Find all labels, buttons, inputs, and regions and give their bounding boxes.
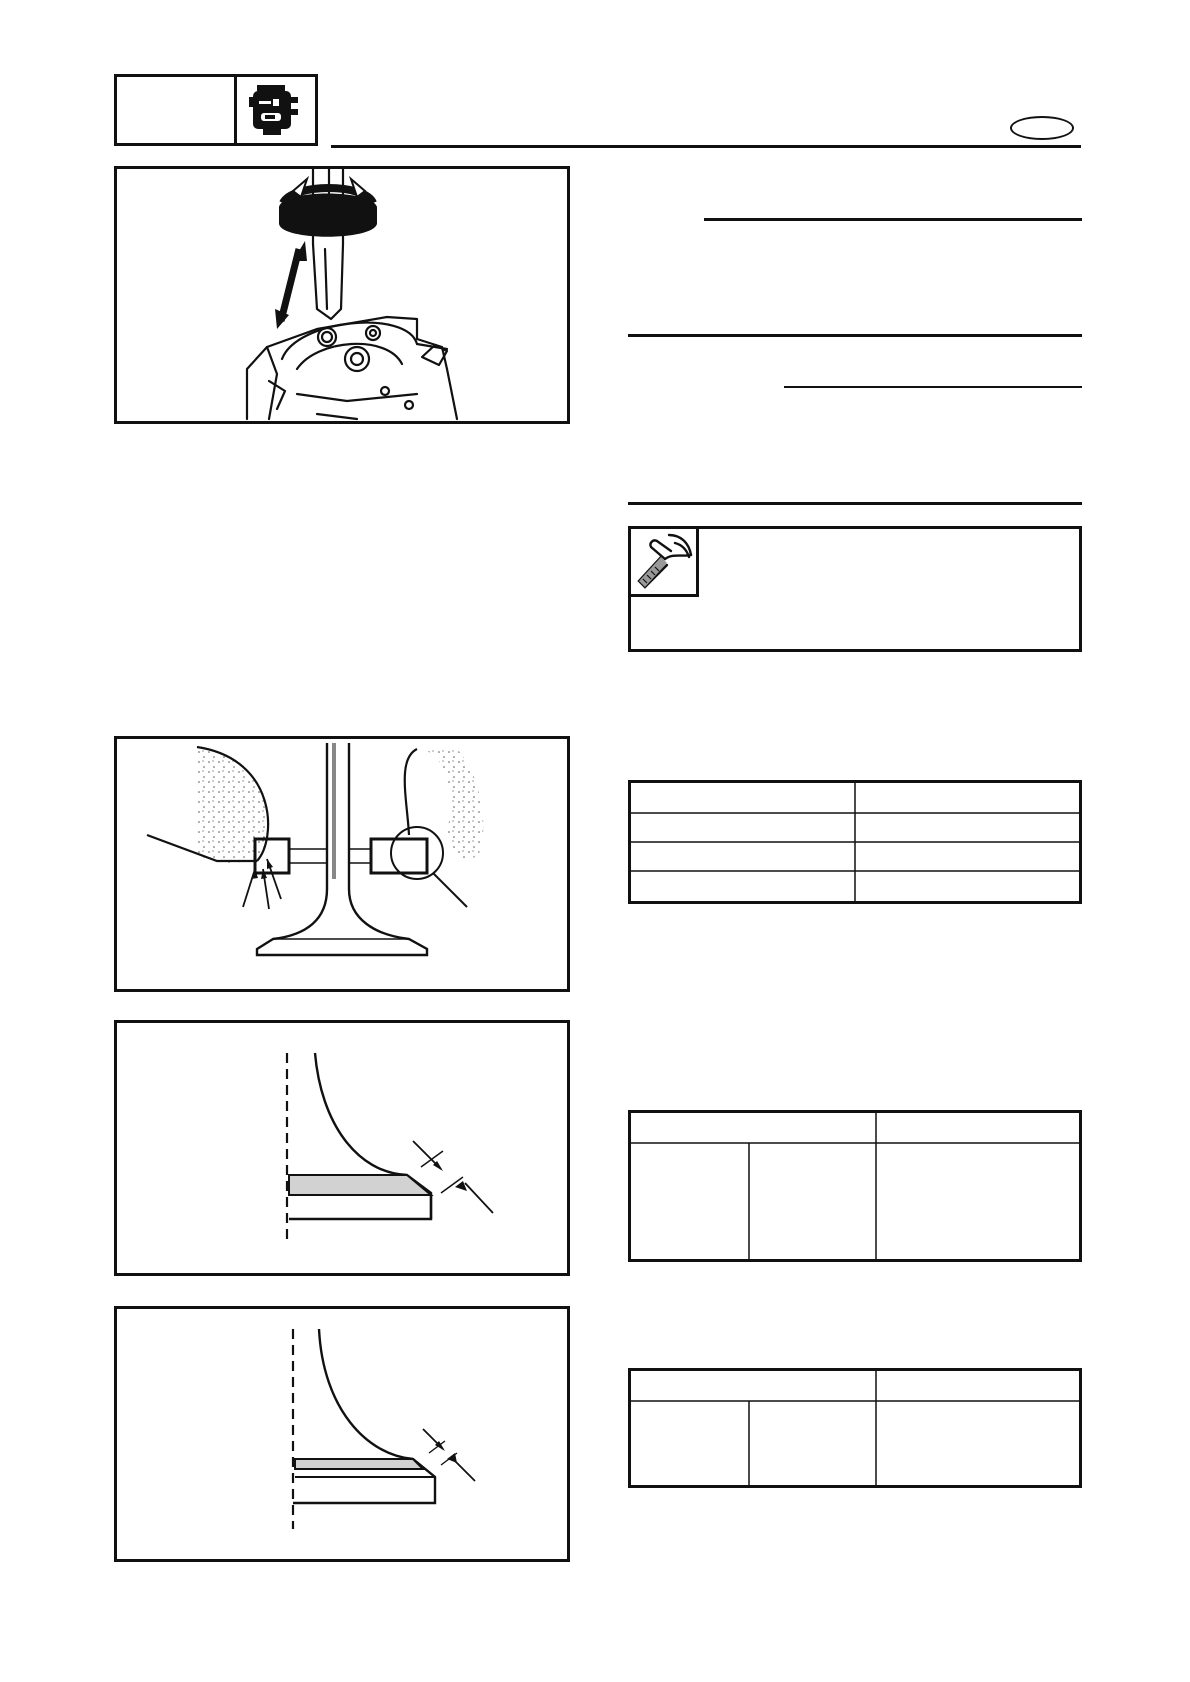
- valve-seat-width-figure: [114, 1306, 570, 1562]
- valve-face-width-icon: [117, 1023, 567, 1273]
- engine-icon: [247, 83, 307, 144]
- special-tool-pliers-icon: [631, 529, 699, 597]
- section-header-box: [114, 74, 318, 146]
- oval-language-badge: [1010, 116, 1074, 140]
- valve-lapping-figure: [114, 166, 570, 424]
- spec-table-1: [628, 780, 1082, 904]
- blank-line-1: [704, 218, 1082, 221]
- valve-seat-width-icon: [117, 1309, 567, 1559]
- valve-guide-section-figure: [114, 736, 570, 992]
- valve-face-width-figure: [114, 1020, 570, 1276]
- special-tool-box: [628, 526, 1082, 652]
- spec-table-2: [628, 1110, 1082, 1262]
- valve-lapping-tool-icon: [117, 169, 567, 421]
- blank-line-4: [628, 502, 1082, 505]
- spec-table-3: [628, 1368, 1082, 1488]
- blank-line-3: [784, 386, 1082, 388]
- valve-guide-cross-section-icon: [117, 739, 567, 989]
- blank-line-2: [628, 334, 1082, 337]
- header-rule: [331, 145, 1081, 148]
- header-divider: [234, 77, 237, 143]
